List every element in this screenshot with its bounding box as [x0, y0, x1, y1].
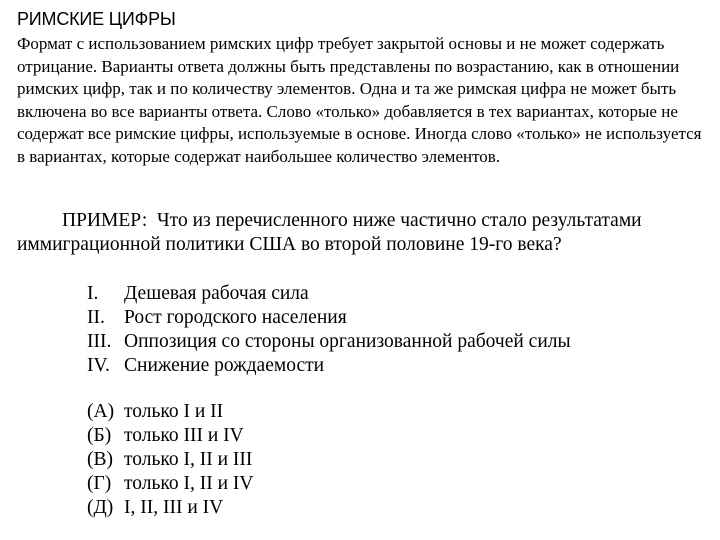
answer-marker: (Г) [87, 473, 112, 494]
answer-marker: (Д) [87, 497, 114, 518]
roman-marker: III. [87, 331, 112, 352]
answer-option [87, 472, 253, 496]
answer-option [87, 496, 253, 520]
answer-marker: (А) [87, 401, 115, 422]
example-label: ПРИМЕР: [62, 210, 148, 231]
roman-marker: IV. [87, 355, 110, 376]
roman-marker: II. [87, 307, 105, 328]
page-title: РИМСКИЕ ЦИФРЫ [17, 9, 176, 29]
answer-option [87, 400, 253, 424]
answer-text: только I и II [124, 401, 224, 422]
example-question [17, 209, 707, 257]
answer-marker: (Б) [87, 425, 112, 446]
roman-numeral-list [87, 282, 571, 378]
roman-item-text: Рост городского населения [124, 307, 347, 328]
answer-text: только III и IV [124, 425, 244, 446]
answer-marker: (В) [87, 449, 113, 470]
list-item [87, 306, 571, 330]
answer-option [87, 448, 253, 472]
intro-paragraph: Формат с использованием римских цифр требует закрытой основы и не может содержать отрицание. Варианты ответа должны быть представлены по возрастанию, как в отношении римских цифр, так и по количеству элементов. Одна и та же римская цифра не может быть включена во все варианты ответа. Слово «только» добавляется в тех вариантах, которые не содержат все римские цифры, используемые в основе. Иногда слово «только» не используется в вариантах, которые содержат наибольшее количество элементов. [17, 34, 702, 166]
roman-item-text: Оппозиция со стороны организованной рабочей силы [124, 331, 571, 352]
answer-text: только I, II и IV [124, 473, 254, 494]
answer-text: только I, II и III [124, 449, 253, 470]
list-item [87, 354, 571, 378]
example-question-text: Что из перечисленного ниже частично стало результатами иммиграционной политики США во второй половине 19-го века? [17, 210, 642, 255]
list-item [87, 330, 571, 354]
roman-item-text: Снижение рождаемости [124, 355, 325, 376]
roman-marker: I. [87, 283, 99, 304]
answer-text: I, II, III и IV [124, 497, 224, 518]
roman-item-text: Дешевая рабочая сила [124, 283, 309, 304]
answer-option [87, 424, 253, 448]
list-item [87, 282, 571, 306]
answer-options-list [87, 400, 253, 520]
